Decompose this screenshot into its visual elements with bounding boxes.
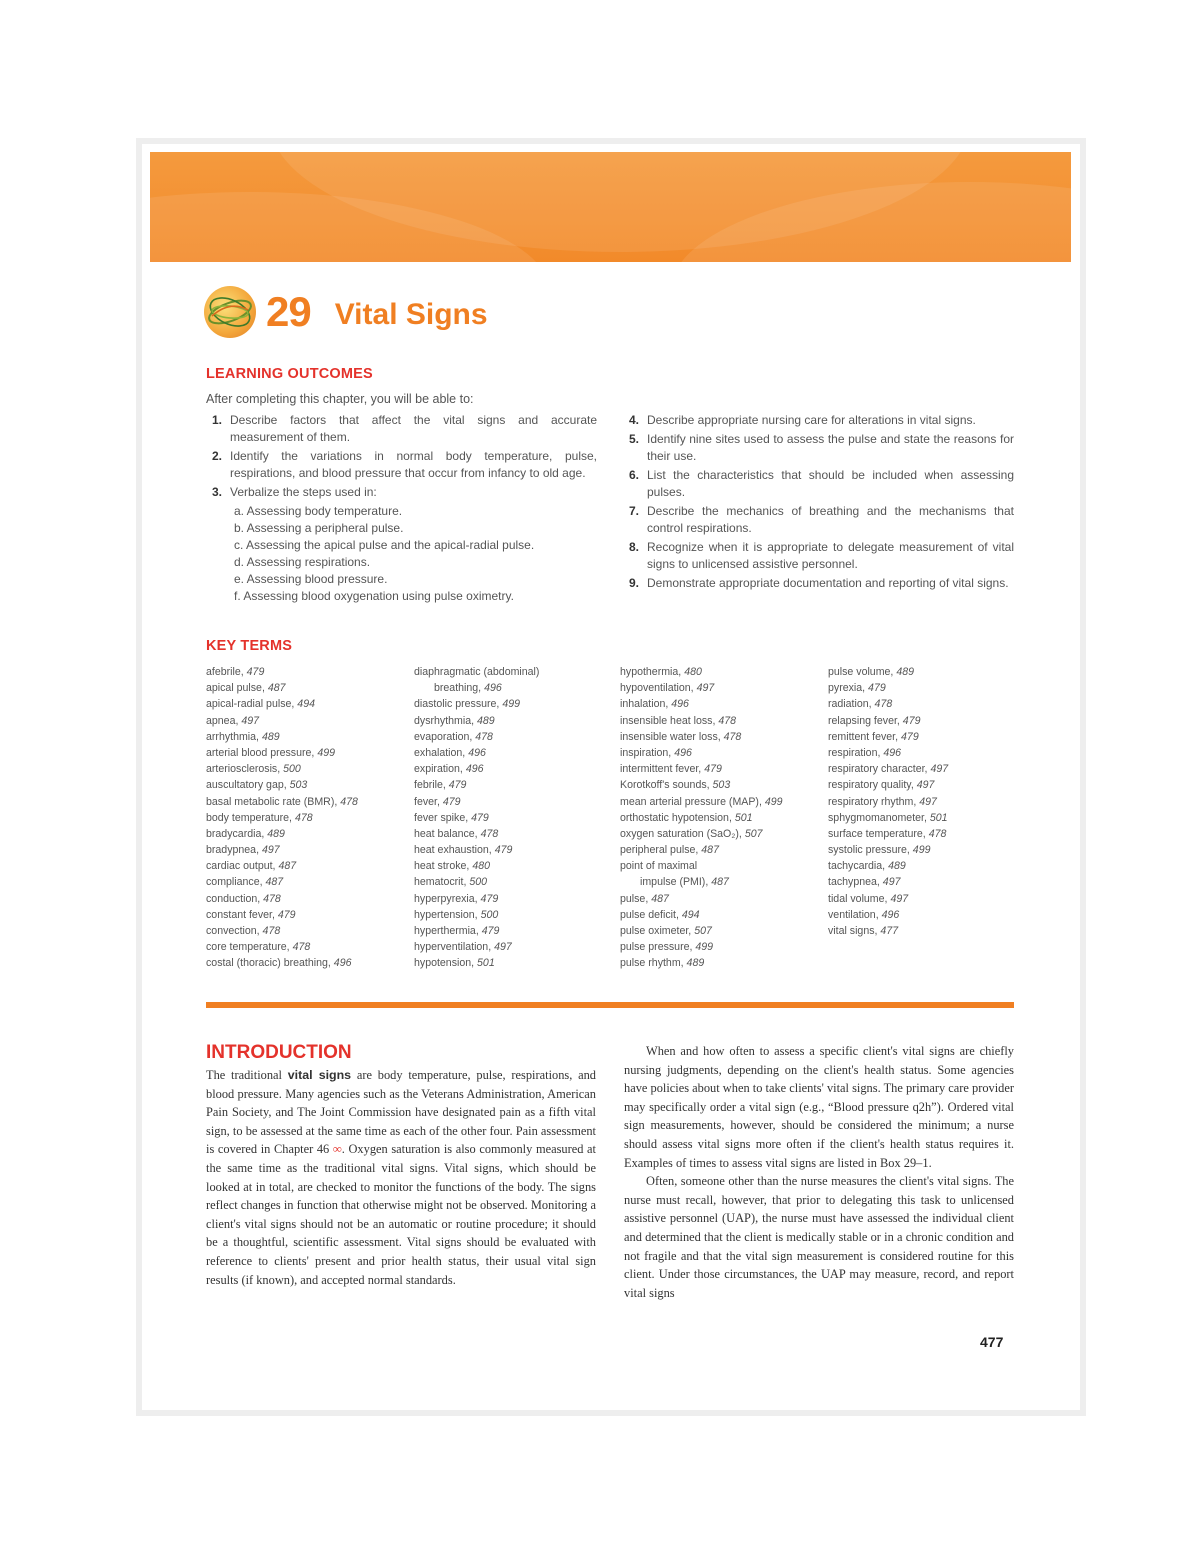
key-term-page: 507 xyxy=(694,925,712,937)
key-term-page: 479 xyxy=(494,844,513,857)
key-term: bradycardia, 489 xyxy=(206,827,285,840)
key-term-page: 494 xyxy=(681,908,700,921)
key-term: inspiration, 496 xyxy=(620,746,692,759)
key-term-page: 503 xyxy=(712,779,731,792)
key-term: constant fever, 479 xyxy=(206,908,296,921)
key-term-page: 497 xyxy=(919,795,937,808)
key-term: vital signs, 477 xyxy=(828,925,899,937)
key-term-page: 487 xyxy=(711,876,729,889)
key-term-page: 489 xyxy=(896,666,915,678)
outcome-item: 7. Describe the mechanics of breathing and the mechanisms that control respirations. xyxy=(629,504,1014,535)
introduction-paragraph-2: When and how often to assess a specific client's vital signs are chiefly nursing judgments, depending on the client's health status. Some agencies have policies about when to take clients' vital signs. The primary care provider may specifically order a vital sign (e.g., “Blood pressure q2h”). Ordered vital sign measurements, however, should be considered the minimum; a nurse should assess vital signs more often if the client's health status requires it. Examples of times to assess vital signs are listed in Box 29–1. xyxy=(624,1044,1014,1170)
key-term-page: 501 xyxy=(477,957,495,970)
key-term: pulse deficit, 494 xyxy=(620,908,700,921)
key-term-page: 480 xyxy=(472,860,490,873)
key-term: hypertension, 500 xyxy=(414,908,499,921)
introduction-paragraph-1: The traditional vital signs are body temperature, pulse, respirations, and blood pressure. Many agencies such as the Veterans Administration, American Pain Society, and The Joint Commission have designated pain as a fifth vital sign, to be assessed at the same time as each of the other four. Pain assessment is covered in Chapter 46 ∞. Oxygen saturation is also commonly measured at the same time as the traditional vital signs. Vital signs, which should be looked at in total, are checked to monitor the functions of the body. The signs reflect changes in function that otherwise might not be observed. Monitoring a client's vital signs should not be an automatic or routine procedure; it should be a thoughtful, scientific assessment. Vital signs should be evaluated with reference to clients' present and prior health status, their usual vital sign results (if known), and accepted normal standards. xyxy=(206,1068,596,1287)
key-term: evaporation, 478 xyxy=(414,730,493,743)
key-term-page: 496 xyxy=(484,682,502,695)
key-term-page: 489 xyxy=(261,730,280,743)
key-terms-heading: KEY TERMS xyxy=(206,638,293,654)
key-term-page: 500 xyxy=(480,908,499,921)
key-term: compliance, 487 xyxy=(206,876,284,889)
key-term: expiration, 496 xyxy=(414,763,484,776)
key-term-page: 478 xyxy=(928,827,947,840)
key-term-page: 497 xyxy=(241,714,260,727)
key-term: hypoventilation, 497 xyxy=(620,682,715,695)
chapter-heading xyxy=(204,284,488,340)
key-term: body temperature, 478 xyxy=(206,811,313,824)
key-term: afebrile, 479 xyxy=(206,666,265,678)
key-term-page: 479 xyxy=(480,892,499,905)
key-term-page: 479 xyxy=(704,763,722,776)
key-term-page: 489 xyxy=(686,957,705,970)
key-term: heat exhaustion, 479 xyxy=(414,844,513,857)
key-term: orthostatic hypotension, 501 xyxy=(620,811,753,824)
key-term: peripheral pulse, 487 xyxy=(620,844,719,857)
key-term: cardiac output, 487 xyxy=(206,860,297,873)
key-term-page: 480 xyxy=(684,666,702,678)
key-term: pyrexia, 479 xyxy=(828,682,886,695)
outcome-item: 8. Recognize when it is appropriate to delegate measurement of vital signs to unlicensed assistive personnel. xyxy=(629,540,1014,571)
key-term: apical pulse, 487 xyxy=(206,682,286,695)
key-term: diaphragmatic (abdominal) xyxy=(414,666,540,678)
key-term: Korotkoff's sounds, 503 xyxy=(620,779,731,792)
key-term: tidal volume, 497 xyxy=(828,892,909,905)
outcome-subitem: c. Assessing the apical pulse and the apical-radial pulse. xyxy=(234,538,535,552)
key-term: hematocrit, 500 xyxy=(414,876,488,889)
key-term: ventilation, 496 xyxy=(828,908,900,921)
outcomes-right-column xyxy=(629,412,1014,594)
key-term-page: 477 xyxy=(880,925,899,937)
key-term: impulse (PMI), 487 xyxy=(640,876,729,889)
outcome-subitem: e. Assessing blood pressure. xyxy=(234,572,388,586)
key-term: hyperpyrexia, 479 xyxy=(414,892,499,905)
key-term-page: 496 xyxy=(468,746,486,759)
key-term-page: 499 xyxy=(317,746,335,759)
key-term-page: 501 xyxy=(734,811,753,824)
key-term-page: 500 xyxy=(283,763,301,776)
key-term: arteriosclerosis, 500 xyxy=(206,763,301,776)
key-term-page: 496 xyxy=(881,908,900,921)
outcome-item: 9. Demonstrate appropriate documentation and reporting of vital signs. xyxy=(629,576,1009,590)
key-term-page: 478 xyxy=(723,730,742,743)
key-term-page: 499 xyxy=(502,698,521,711)
key-terms-column-3 xyxy=(620,664,783,972)
key-term: arrhythmia, 489 xyxy=(206,730,280,743)
key-term-page: 479 xyxy=(442,795,461,808)
outcome-subitem: b. Assessing a peripheral pulse. xyxy=(234,521,404,535)
outcome-item: 2. Identify the variations in normal body temperature, pulse, respirations, and blood pressure that occur from infancy to old age. xyxy=(212,449,597,480)
key-term-page: 478 xyxy=(718,714,737,727)
key-term: mean arterial pressure (MAP), 499 xyxy=(620,795,783,808)
key-term: pulse rhythm, 489 xyxy=(620,957,705,970)
key-term: surface temperature, 478 xyxy=(828,827,947,840)
key-term: oxygen saturation (SaO₂), 507 xyxy=(620,827,763,840)
key-term-page: 487 xyxy=(265,876,284,889)
key-term-page: 496 xyxy=(465,763,484,776)
textbook-page xyxy=(142,144,1080,1410)
key-term-page: 489 xyxy=(888,860,906,873)
key-terms-column-4 xyxy=(828,664,948,939)
key-term: hypothermia, 480 xyxy=(620,666,702,678)
key-term-page: 496 xyxy=(883,746,902,759)
key-term: respiratory rhythm, 497 xyxy=(828,795,937,808)
key-term: point of maximal xyxy=(620,860,698,873)
key-term-page: 489 xyxy=(477,714,495,727)
key-term: respiratory character, 497 xyxy=(828,763,949,776)
outcome-subitem: d. Assessing respirations. xyxy=(234,555,371,569)
key-term-page: 479 xyxy=(481,925,500,937)
key-term: febrile, 479 xyxy=(414,779,467,792)
outcome-item: 5. Identify nine sites used to assess the pulse and state the reasons for their use. xyxy=(629,432,1014,463)
key-term-page: 496 xyxy=(333,957,352,970)
key-term-page: 479 xyxy=(471,811,489,824)
key-term-page: 479 xyxy=(902,714,921,727)
chapter-number: 29 xyxy=(266,288,311,335)
introduction-paragraph-3: Often, someone other than the nurse measures the client's vital signs. The nurse must recall, however, that prior to delegating this task to unlicensed assistive personnel (UAP), the nurse must have assessed the individual client and determined that the client is medically stable or in a chronic condition and not fragile and that the vital sign measurement is considered routine for this client. Under those circumstances, the UAP may measure, record, and report vital signs xyxy=(624,1174,1014,1300)
key-term: remittent fever, 479 xyxy=(828,730,919,743)
key-terms-column-2 xyxy=(414,664,539,972)
key-term-page: 487 xyxy=(651,892,669,905)
key-term: fever, 479 xyxy=(414,795,461,808)
key-term-page: 478 xyxy=(294,811,313,824)
key-terms-column-1 xyxy=(206,664,358,972)
chapter-globe-icon xyxy=(204,286,256,338)
key-term-page: 487 xyxy=(701,844,719,857)
key-term-page: 479 xyxy=(901,730,919,743)
key-term: diastolic pressure, 499 xyxy=(414,698,521,711)
key-term: pulse, 487 xyxy=(620,892,669,905)
key-term-page: 478 xyxy=(475,730,493,743)
outcome-subitem: a. Assessing body temperature. xyxy=(234,504,403,518)
key-term: insensible heat loss, 478 xyxy=(620,714,737,727)
key-term-page: 489 xyxy=(267,827,285,840)
key-term: respiration, 496 xyxy=(828,746,902,759)
key-term: pulse oximeter, 507 xyxy=(620,925,712,937)
key-term: tachycardia, 489 xyxy=(828,860,906,873)
key-term-page: 479 xyxy=(448,779,467,792)
key-term-page: 501 xyxy=(929,811,948,824)
key-term-page: 497 xyxy=(696,682,715,695)
key-term: sphygmomanometer, 501 xyxy=(828,811,948,824)
key-term: heat balance, 478 xyxy=(414,827,499,840)
key-term-page: 497 xyxy=(882,876,901,889)
key-term-page: 497 xyxy=(916,779,935,792)
key-term: intermittent fever, 479 xyxy=(620,763,722,776)
key-term-page: 487 xyxy=(278,860,297,873)
key-term-page: 478 xyxy=(262,925,281,937)
key-term-page: 478 xyxy=(340,795,358,808)
key-term: tachypnea, 497 xyxy=(828,876,901,889)
key-term-page: 478 xyxy=(263,892,281,905)
key-term-page: 496 xyxy=(674,746,692,759)
vital-signs-term: vital signs xyxy=(287,1068,352,1082)
key-term-page: 503 xyxy=(289,779,308,792)
key-term-page: 478 xyxy=(480,827,499,840)
key-term: costal (thoracic) breathing, 496 xyxy=(206,957,352,970)
key-term: relapsing fever, 479 xyxy=(828,714,921,727)
key-term: breathing, 496 xyxy=(434,682,502,695)
key-term: radiation, 478 xyxy=(828,698,893,711)
key-term: conduction, 478 xyxy=(206,892,281,905)
key-term: exhalation, 496 xyxy=(414,746,486,759)
key-term: systolic pressure, 499 xyxy=(828,844,931,857)
key-term: fever spike, 479 xyxy=(414,811,489,824)
outcome-item: 6. List the characteristics that should be included when assessing pulses. xyxy=(629,468,1014,499)
key-term: core temperature, 478 xyxy=(206,941,311,954)
key-term: hypotension, 501 xyxy=(414,957,495,970)
learning-outcomes-intro: After completing this chapter, you will be able to: xyxy=(206,392,474,406)
section-divider xyxy=(206,1002,1014,1008)
introduction-heading: INTRODUCTION xyxy=(206,1042,352,1063)
key-term: heat stroke, 480 xyxy=(414,860,490,873)
key-term-page: 494 xyxy=(297,698,315,711)
key-term-page: 497 xyxy=(890,892,909,905)
key-term: arterial blood pressure, 499 xyxy=(206,746,335,759)
outcome-item: 4. Describe appropriate nursing care for alterations in vital signs. xyxy=(629,413,976,427)
key-term-page: 497 xyxy=(261,844,280,857)
key-term: inhalation, 496 xyxy=(620,698,689,711)
key-term-page: 500 xyxy=(469,876,488,889)
key-term: pulse pressure, 499 xyxy=(620,941,714,954)
key-term-page: 479 xyxy=(868,682,886,695)
key-term: apical-radial pulse, 494 xyxy=(206,698,315,711)
key-term-page: 479 xyxy=(277,908,296,921)
outcome-subitem: f. Assessing blood oxygenation using pulse oximetry. xyxy=(234,589,514,603)
key-term: pulse volume, 489 xyxy=(828,666,915,678)
cross-reference-link-icon: ∞ xyxy=(332,1142,342,1157)
key-term-page: 499 xyxy=(695,941,714,954)
key-term-page: 479 xyxy=(246,666,265,678)
outcome-item: 3. Verbalize the steps used in: xyxy=(212,485,377,499)
key-term: dysrhythmia, 489 xyxy=(414,714,495,727)
key-term: bradypnea, 497 xyxy=(206,844,280,857)
key-term-page: 487 xyxy=(267,682,286,695)
chapter-title: Vital Signs xyxy=(334,298,488,331)
key-term: convection, 478 xyxy=(206,925,281,937)
key-term-page: 499 xyxy=(912,844,931,857)
key-term-page: 507 xyxy=(744,827,763,840)
key-term: basal metabolic rate (BMR), 478 xyxy=(206,795,358,808)
key-term-page: 478 xyxy=(874,698,893,711)
key-term: respiratory quality, 497 xyxy=(828,779,935,792)
page-number: 477 xyxy=(980,1334,1004,1350)
learning-outcomes-heading: LEARNING OUTCOMES xyxy=(206,366,373,382)
key-term-page: 499 xyxy=(764,795,783,808)
outcome-item: 1. Describe factors that affect the vital signs and accurate measurement of them. xyxy=(212,413,597,444)
outcomes-left-column xyxy=(212,412,597,605)
introduction-right-column xyxy=(624,1042,1014,1302)
key-term: hyperventilation, 497 xyxy=(414,941,512,954)
key-term: apnea, 497 xyxy=(206,714,260,727)
key-term-page: 497 xyxy=(930,763,949,776)
key-term-page: 496 xyxy=(671,698,689,711)
key-term: auscultatory gap, 503 xyxy=(206,779,308,792)
key-term: insensible water loss, 478 xyxy=(620,730,742,743)
key-term-page: 497 xyxy=(494,941,512,954)
key-term-page: 478 xyxy=(292,941,311,954)
key-term: hyperthermia, 479 xyxy=(414,925,500,937)
chapter-banner xyxy=(150,152,1071,262)
